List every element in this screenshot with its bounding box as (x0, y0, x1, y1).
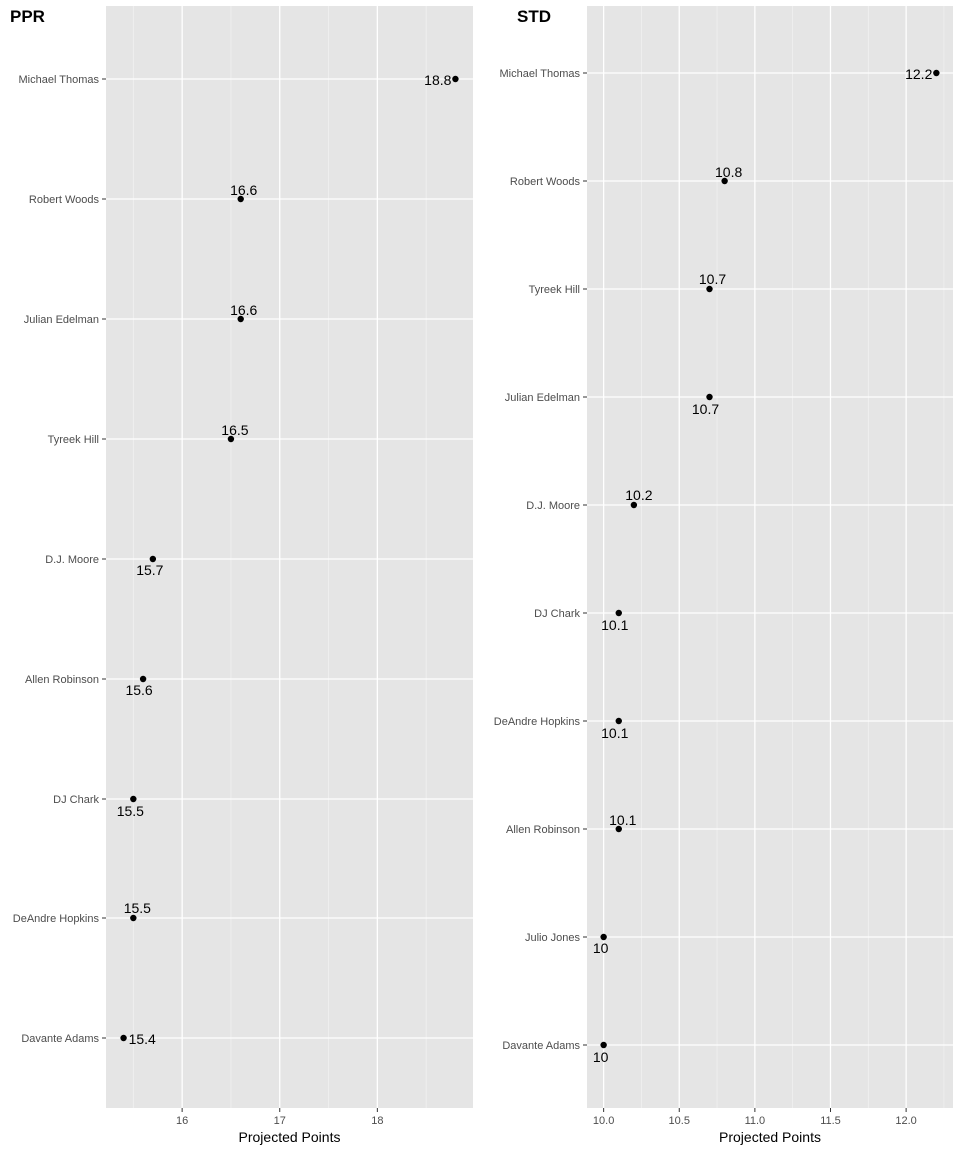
ppr-chart-title: PPR (10, 7, 45, 26)
std-category-label-3: Julian Edelman (504, 392, 580, 404)
std-category-label-1: Robert Woods (509, 176, 580, 188)
ppr-category-label-1: Robert Woods (28, 194, 99, 206)
std-data-label-5: 10.1 (601, 617, 629, 633)
std-category-label-5: DJ Chark (534, 608, 580, 620)
std-data-label-0: 12.2 (905, 66, 933, 82)
std-data-point-3 (706, 394, 712, 400)
ppr-data-point-6 (130, 796, 136, 802)
std-x-tick-label-2: 11.0 (744, 1115, 766, 1127)
ppr-category-label-5: Allen Robinson (25, 674, 99, 686)
ppr-category-label-2: Julian Edelman (23, 314, 99, 326)
ppr-x-tick-label-1: 17 (273, 1115, 286, 1127)
std-data-label-8: 10 (592, 940, 609, 956)
ppr-x-axis-title: Projected Points (238, 1129, 341, 1145)
ppr-panel-background (106, 6, 473, 1108)
std-chart-title: STD (517, 7, 551, 26)
std-data-label-1: 10.8 (715, 164, 743, 180)
std-category-label-8: Julio Jones (524, 932, 580, 944)
ppr-category-label-0: Michael Thomas (18, 74, 99, 86)
ppr-data-label-5: 15.6 (125, 682, 153, 698)
ppr-category-label-7: DeAndre Hopkins (12, 913, 99, 925)
std-x-tick-label-4: 12.0 (895, 1115, 917, 1127)
std-panel-background (587, 6, 953, 1108)
ppr-data-label-1: 16.6 (230, 182, 258, 198)
ppr-category-label-3: Tyreek Hill (47, 434, 99, 446)
std-data-label-7: 10.1 (609, 812, 637, 828)
ppr-x-tick-label-2: 18 (371, 1115, 384, 1127)
std-data-label-4: 10.2 (625, 487, 653, 503)
std-data-point-9 (600, 1042, 606, 1048)
std-x-axis-title: Projected Points (719, 1129, 821, 1145)
ppr-data-label-7: 15.5 (123, 900, 151, 916)
ppr-x-tick-label-0: 16 (176, 1115, 189, 1127)
ppr-category-label-6: DJ Chark (53, 794, 99, 806)
ppr-data-label-3: 16.5 (221, 422, 249, 438)
std-x-tick-label-1: 10.5 (668, 1115, 690, 1127)
std-data-point-5 (616, 610, 622, 616)
std-data-point-6 (616, 718, 622, 724)
std-data-point-0 (933, 70, 939, 76)
ppr-category-label-4: D.J. Moore (45, 554, 99, 566)
ppr-data-label-6: 15.5 (116, 803, 144, 819)
ppr-data-point-8 (120, 1035, 126, 1041)
std-category-label-6: DeAndre Hopkins (493, 716, 580, 728)
std-category-label-2: Tyreek Hill (528, 284, 580, 296)
std-data-label-3: 10.7 (691, 401, 720, 417)
ppr-data-label-4: 15.7 (136, 562, 164, 578)
ppr-data-label-2: 16.6 (230, 302, 258, 318)
std-category-label-7: Allen Robinson (506, 824, 580, 836)
ppr-data-label-0: 18.8 (424, 72, 452, 88)
std-category-label-0: Michael Thomas (499, 68, 580, 80)
ppr-category-label-8: Davante Adams (21, 1033, 99, 1045)
std-category-label-4: D.J. Moore (526, 500, 580, 512)
ppr-data-point-0 (452, 76, 458, 82)
std-data-label-2: 10.7 (698, 271, 727, 287)
std-x-tick-label-0: 10.0 (592, 1115, 615, 1127)
std-data-label-9: 10 (592, 1049, 609, 1065)
std-x-tick-label-3: 11.5 (820, 1115, 841, 1127)
std-category-label-9: Davante Adams (502, 1040, 580, 1052)
std-data-label-6: 10.1 (601, 725, 629, 741)
ppr-data-label-8: 15.4 (128, 1031, 156, 1047)
